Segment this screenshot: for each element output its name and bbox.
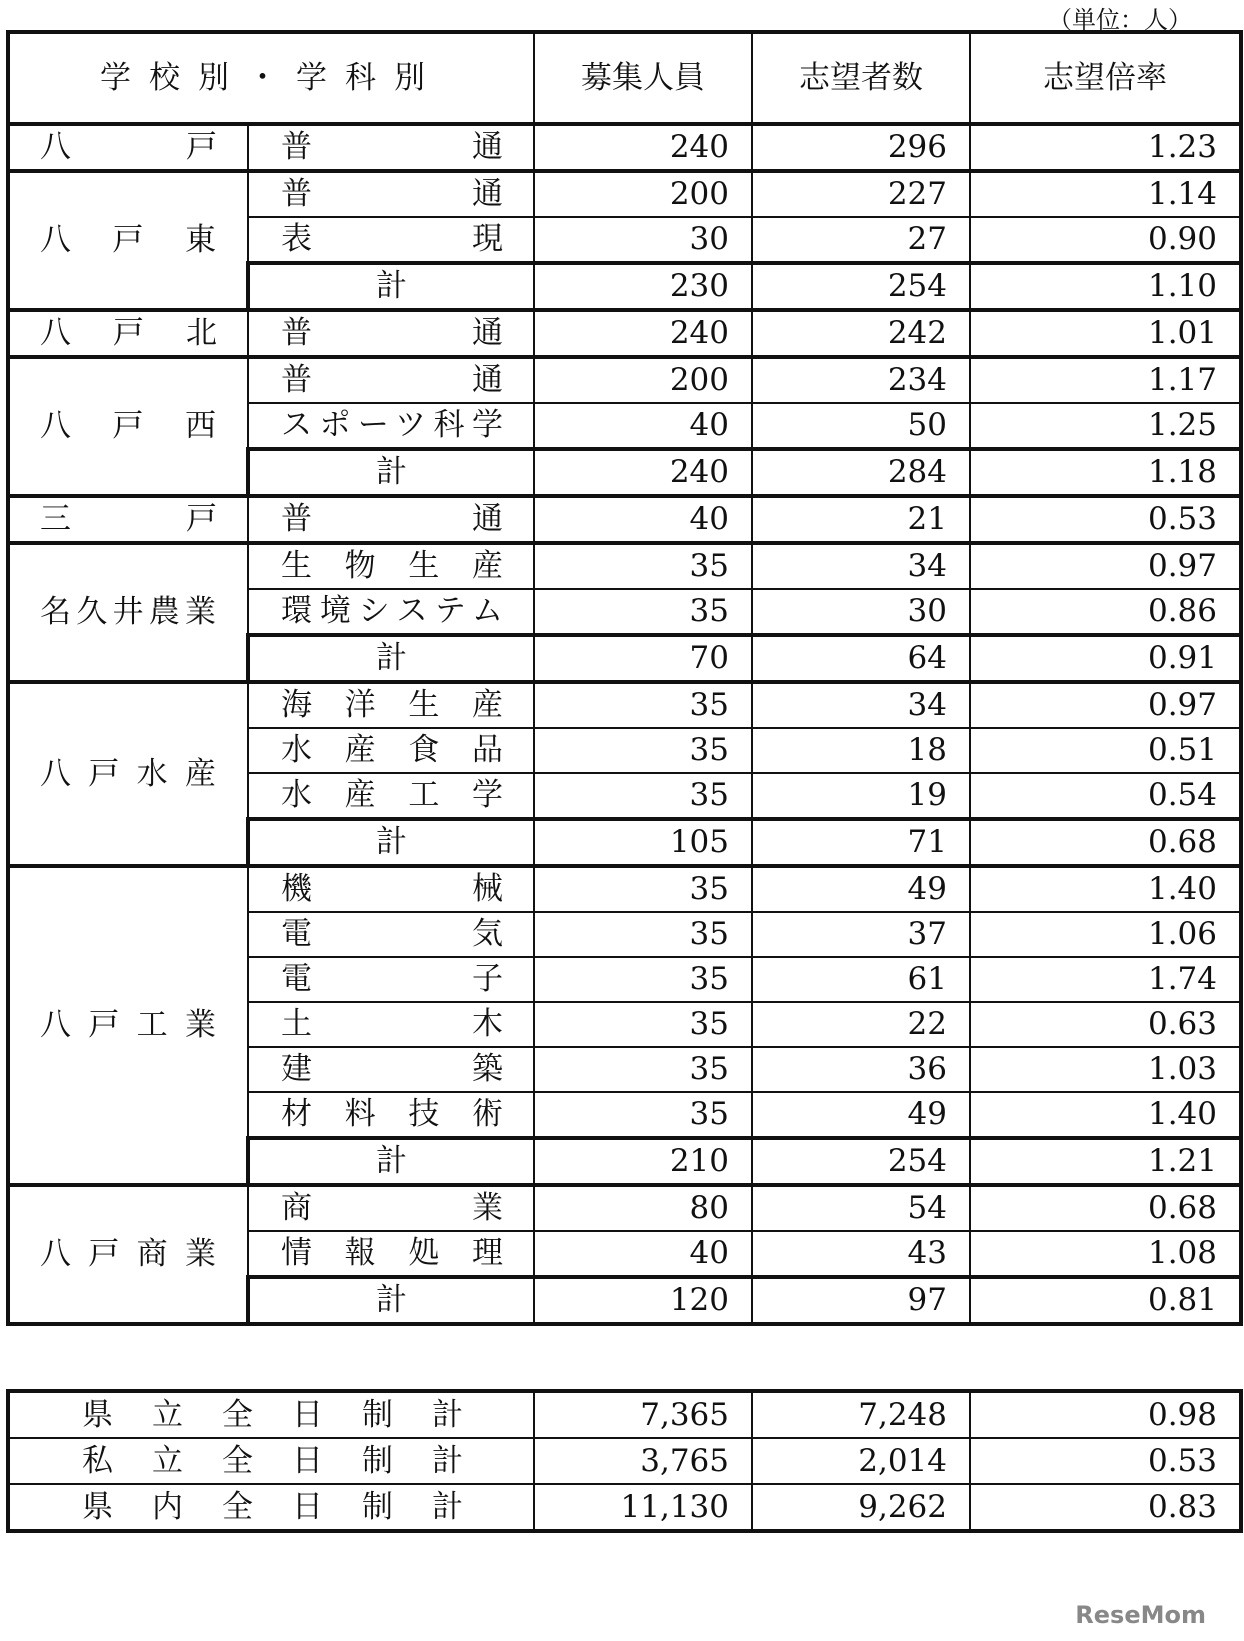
ratio-value: 1.08 — [970, 1231, 1241, 1277]
ratio-value: 1.25 — [970, 403, 1241, 449]
course-name: スポーツ科学 — [248, 403, 534, 449]
applicants-value: 19 — [752, 773, 970, 819]
total-applicants: 7,248 — [752, 1391, 970, 1438]
applicants-value: 234 — [752, 357, 970, 403]
capacity-value: 35 — [534, 866, 752, 912]
ratio-value: 1.01 — [970, 310, 1241, 357]
ratio-value: 0.68 — [970, 1185, 1241, 1231]
ratio-value: 0.51 — [970, 728, 1241, 773]
capacity-value: 240 — [534, 310, 752, 357]
applicants-value: 43 — [752, 1231, 970, 1277]
school-name: 八戸東 — [8, 171, 248, 310]
header-ratio: 志望倍率 — [970, 32, 1241, 124]
applicants-value: 296 — [752, 124, 970, 171]
header-capacity: 募集人員 — [534, 32, 752, 124]
capacity-value: 35 — [534, 682, 752, 728]
ratio-value: 1.23 — [970, 124, 1241, 171]
course-name: 普 通 — [248, 496, 534, 543]
total-row — [8, 1484, 1241, 1531]
subtotal-applicants: 97 — [752, 1277, 970, 1324]
table-row — [8, 310, 1241, 357]
course-name: 環境システム — [248, 589, 534, 635]
total-ratio: 0.53 — [970, 1438, 1241, 1484]
capacity-value: 200 — [534, 357, 752, 403]
applicants-value: 22 — [752, 1002, 970, 1047]
capacity-value: 40 — [534, 403, 752, 449]
applicants-value: 34 — [752, 543, 970, 589]
capacity-value: 35 — [534, 1092, 752, 1138]
subtotal-label: 計 — [248, 263, 534, 310]
ratio-value: 1.14 — [970, 171, 1241, 217]
applicants-value: 54 — [752, 1185, 970, 1231]
subtotal-label: 計 — [248, 635, 534, 682]
total-applicants: 9,262 — [752, 1484, 970, 1531]
totals-body — [8, 1391, 1241, 1531]
ratio-value: 1.74 — [970, 957, 1241, 1002]
subtotal-label: 計 — [248, 1138, 534, 1185]
subtotal-applicants: 284 — [752, 449, 970, 496]
subtotal-capacity: 105 — [534, 819, 752, 866]
applicants-value: 21 — [752, 496, 970, 543]
course-name: 商 業 — [248, 1185, 534, 1231]
capacity-value: 35 — [534, 728, 752, 773]
table-row — [8, 682, 1241, 728]
subtotal-capacity: 240 — [534, 449, 752, 496]
subtotal-ratio: 1.10 — [970, 263, 1241, 310]
applicants-value: 30 — [752, 589, 970, 635]
capacity-value: 40 — [534, 1231, 752, 1277]
school-name: 八戸西 — [8, 357, 248, 496]
total-label: 私立全日制計 — [8, 1438, 534, 1484]
ratio-value: 1.40 — [970, 866, 1241, 912]
ratio-value: 0.63 — [970, 1002, 1241, 1047]
header-applicants: 志望者数 — [752, 32, 970, 124]
total-row — [8, 1391, 1241, 1438]
course-name: 建 築 — [248, 1047, 534, 1092]
capacity-value: 35 — [534, 543, 752, 589]
school-name: 名久井農業 — [8, 543, 248, 682]
total-ratio: 0.83 — [970, 1484, 1241, 1531]
subtotal-capacity: 230 — [534, 263, 752, 310]
table-row — [8, 866, 1241, 912]
capacity-value: 80 — [534, 1185, 752, 1231]
course-name: 情報処理 — [248, 1231, 534, 1277]
subtotal-ratio: 0.91 — [970, 635, 1241, 682]
header-school-course: 学校別・学科別 — [8, 32, 534, 124]
capacity-value: 240 — [534, 124, 752, 171]
course-name: 材料技術 — [248, 1092, 534, 1138]
course-name: 普 通 — [248, 357, 534, 403]
capacity-value: 30 — [534, 217, 752, 263]
school-name: 八戸商業 — [8, 1185, 248, 1324]
school-name: 八戸水産 — [8, 682, 248, 866]
table-row — [8, 1185, 1241, 1231]
subtotal-ratio: 0.68 — [970, 819, 1241, 866]
ratio-value: 0.97 — [970, 682, 1241, 728]
applicants-value: 36 — [752, 1047, 970, 1092]
table-row — [8, 543, 1241, 589]
total-capacity: 7,365 — [534, 1391, 752, 1438]
applicants-value: 18 — [752, 728, 970, 773]
ratio-value: 0.97 — [970, 543, 1241, 589]
school-name: 八 戸 — [8, 124, 248, 171]
subtotal-capacity: 120 — [534, 1277, 752, 1324]
course-name: 電 子 — [248, 957, 534, 1002]
subtotal-label: 計 — [248, 449, 534, 496]
ratio-value: 0.54 — [970, 773, 1241, 819]
subtotal-ratio: 0.81 — [970, 1277, 1241, 1324]
table-row — [8, 496, 1241, 543]
applicants-value: 27 — [752, 217, 970, 263]
total-label: 県立全日制計 — [8, 1391, 534, 1438]
school-name: 八戸北 — [8, 310, 248, 357]
unit-label: （単位：人） — [1048, 6, 1192, 34]
total-label: 県内全日制計 — [8, 1484, 534, 1531]
table-row — [8, 357, 1241, 403]
header-row — [8, 32, 1241, 124]
ratio-value: 0.53 — [970, 496, 1241, 543]
ratio-value: 1.17 — [970, 357, 1241, 403]
applicants-value: 49 — [752, 866, 970, 912]
applicants-value: 49 — [752, 1092, 970, 1138]
school-name: 八戸工業 — [8, 866, 248, 1185]
ratio-value: 1.03 — [970, 1047, 1241, 1092]
course-name: 普 通 — [248, 171, 534, 217]
course-name: 海洋生産 — [248, 682, 534, 728]
subtotal-capacity: 210 — [534, 1138, 752, 1185]
total-capacity: 11,130 — [534, 1484, 752, 1531]
total-ratio: 0.98 — [970, 1391, 1241, 1438]
capacity-value: 35 — [534, 589, 752, 635]
subtotal-label: 計 — [248, 819, 534, 866]
capacity-value: 200 — [534, 171, 752, 217]
applicants-value: 37 — [752, 912, 970, 957]
applicants-value: 242 — [752, 310, 970, 357]
ratio-value: 0.86 — [970, 589, 1241, 635]
course-name: 機 械 — [248, 866, 534, 912]
table-row — [8, 171, 1241, 217]
course-name: 水産工学 — [248, 773, 534, 819]
subtotal-applicants: 254 — [752, 1138, 970, 1185]
ratio-value: 1.06 — [970, 912, 1241, 957]
capacity-value: 35 — [534, 1002, 752, 1047]
course-name: 土 木 — [248, 1002, 534, 1047]
ratio-value: 1.40 — [970, 1092, 1241, 1138]
subtotal-label: 計 — [248, 1277, 534, 1324]
course-name: 生物生産 — [248, 543, 534, 589]
subtotal-ratio: 1.18 — [970, 449, 1241, 496]
total-applicants: 2,014 — [752, 1438, 970, 1484]
applicants-value: 50 — [752, 403, 970, 449]
admissions-table — [6, 30, 1243, 1326]
subtotal-applicants: 71 — [752, 819, 970, 866]
total-capacity: 3,765 — [534, 1438, 752, 1484]
subtotal-applicants: 64 — [752, 635, 970, 682]
subtotal-capacity: 70 — [534, 635, 752, 682]
totals-table — [6, 1389, 1243, 1533]
capacity-value: 35 — [534, 912, 752, 957]
resemom-logo: ReseMom — [1075, 1601, 1206, 1629]
subtotal-applicants: 254 — [752, 263, 970, 310]
ratio-value: 0.90 — [970, 217, 1241, 263]
course-name: 水産食品 — [248, 728, 534, 773]
course-name: 普 通 — [248, 124, 534, 171]
course-name: 普 通 — [248, 310, 534, 357]
capacity-value: 40 — [534, 496, 752, 543]
subtotal-ratio: 1.21 — [970, 1138, 1241, 1185]
table-row — [8, 124, 1241, 171]
school-name: 三 戸 — [8, 496, 248, 543]
applicants-value: 34 — [752, 682, 970, 728]
course-name: 電 気 — [248, 912, 534, 957]
capacity-value: 35 — [534, 773, 752, 819]
applicants-value: 227 — [752, 171, 970, 217]
table-body — [8, 124, 1241, 1324]
total-row — [8, 1438, 1241, 1484]
capacity-value: 35 — [534, 957, 752, 1002]
capacity-value: 35 — [534, 1047, 752, 1092]
applicants-value: 61 — [752, 957, 970, 1002]
course-name: 表 現 — [248, 217, 534, 263]
